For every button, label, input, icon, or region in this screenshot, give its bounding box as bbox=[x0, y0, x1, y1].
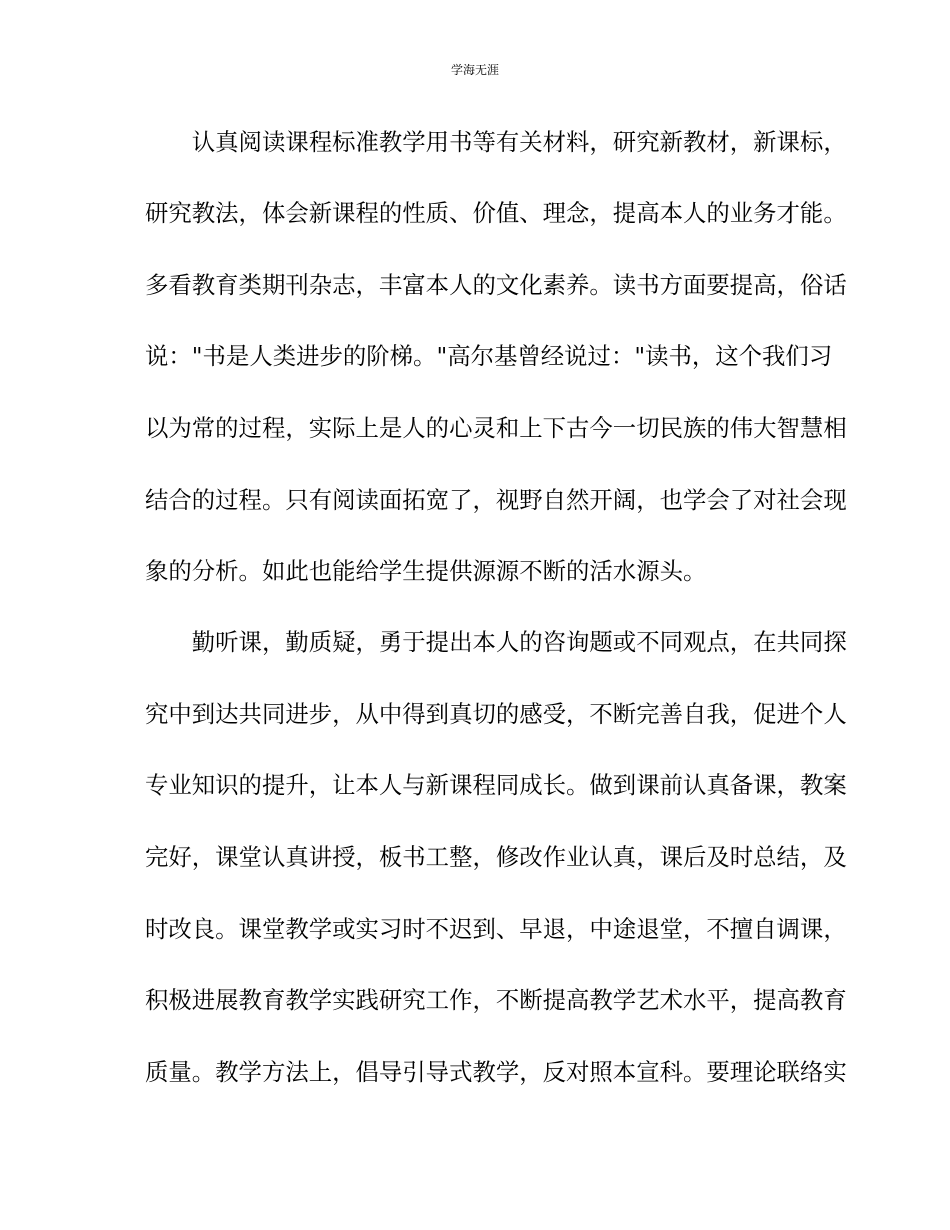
body-line-9: 究中到达共同进步，从中得到真切的感受，不断完善自我，促进个人 bbox=[145, 700, 847, 728]
body-line-14: 质量。教学方法上，倡导引导式教学，反对照本宣科。要理论联络实 bbox=[145, 1058, 847, 1086]
body-line-12: 时改良。课堂教学或实习时不迟到、早退，中途退堂，不擅自调课， bbox=[145, 915, 847, 943]
body-line-10: 专业知识的提升，让本人与新课程同成长。做到课前认真备课，教案 bbox=[145, 771, 847, 799]
body-line-5: 以为常的过程，实际上是人的心灵和上下古今一切民族的伟大智慧相 bbox=[145, 414, 847, 442]
body-line-4: 说："书是人类进步的阶梯。"高尔基曾经说过："读书，这个我们习 bbox=[145, 342, 833, 370]
body-line-8: 勤听课，勤质疑，勇于提出本人的咨询题或不同观点，在共同探 bbox=[145, 628, 847, 656]
body-line-7: 象的分析。如此也能给学生提供源源不断的活水源头。 bbox=[145, 557, 707, 585]
body-line-1: 认真阅读课程标准教学用书等有关材料，研究新教材，新课标， bbox=[145, 128, 847, 156]
page-header: 学海无涯 bbox=[450, 63, 499, 77]
body-line-13: 积极进展教育教学实践研究工作，不断提高教学艺术水平，提高教育 bbox=[145, 986, 847, 1014]
body-line-2: 研究教法，体会新课程的性质、价值、理念，提高本人的业务才能。 bbox=[145, 199, 847, 227]
body-line-11: 完好，课堂认真讲授，板书工整，修改作业认真，课后及时总结，及 bbox=[145, 843, 847, 871]
body-line-3: 多看教育类期刊杂志，丰富本人的文化素养。读书方面要提高，俗话 bbox=[145, 271, 847, 299]
body-line-6: 结合的过程。只有阅读面拓宽了，视野自然开阔，也学会了对社会现 bbox=[145, 486, 847, 514]
